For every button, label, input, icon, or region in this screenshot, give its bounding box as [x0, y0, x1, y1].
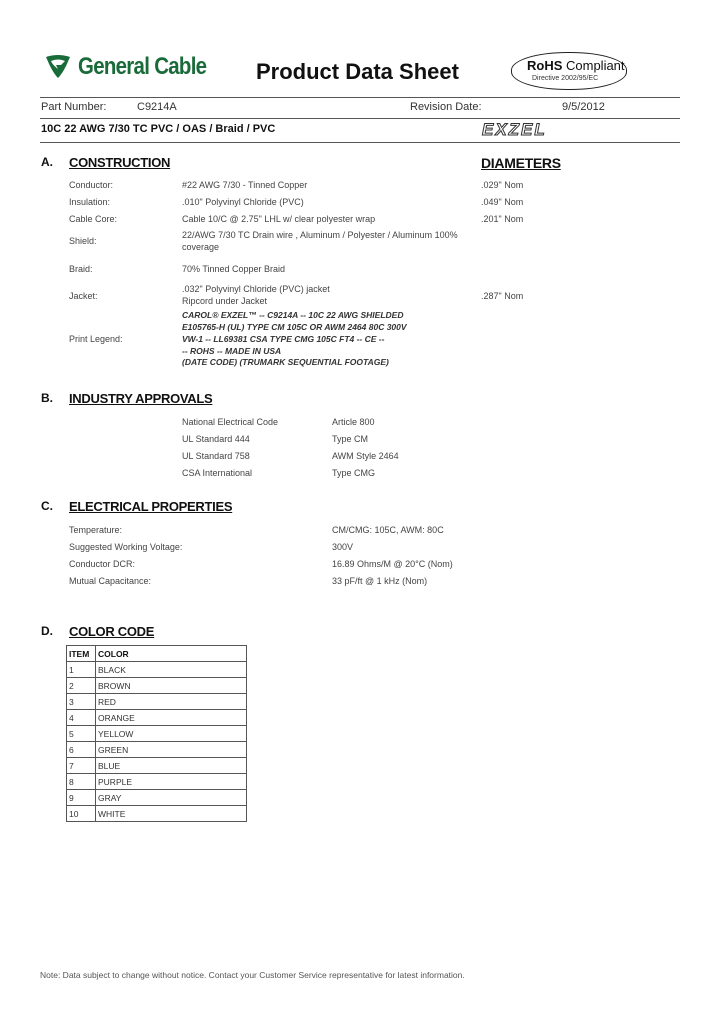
item-cell: 2 [67, 678, 96, 694]
dcr-label: Conductor DCR: [69, 559, 136, 569]
section-b-letter: B. [41, 391, 53, 405]
cable-core-value: Cable 10/C @ 2.75" LHL w/ clear polyester wrap [182, 214, 376, 224]
shield-value-line-2: coverage [182, 242, 220, 252]
rohs-badge [511, 52, 627, 90]
shield-label: Shield: [69, 236, 97, 246]
print-legend-line-2: E105765-H (UL) TYPE CM 105C OR AWM 2464 80C 300V [182, 322, 407, 332]
shield-value-line-1: 22/AWG 7/30 TC Drain wire , Aluminum / Polyester / Aluminum 100% [182, 230, 458, 240]
temperature-label: Temperature: [69, 525, 123, 535]
print-legend-line-3: VW-1 -- LL69381 CSA TYPE CMG 105C FT4 -- CE -- [182, 334, 385, 344]
color-cell: BLUE [96, 758, 247, 774]
color-cell: GREEN [96, 742, 247, 758]
revision-date-label: Revision Date: [410, 101, 482, 113]
capacitance-label: Mutual Capacitance: [69, 576, 152, 586]
approval-name-3: UL Standard 758 [182, 451, 250, 461]
print-legend-line-1: CAROL® EXZEL™ -- C9214A -- 10C 22 AWG SHIELDED [182, 310, 404, 320]
table-row [67, 678, 247, 694]
color-cell: WHITE [96, 806, 247, 822]
color-column-header: COLOR [96, 646, 247, 662]
diameters-heading: DIAMETERS [481, 155, 561, 171]
insulation-diameter: .049" Nom [481, 197, 524, 207]
item-cell: 5 [67, 726, 96, 742]
item-cell: 7 [67, 758, 96, 774]
table-row [67, 726, 247, 742]
cable-core-label: Cable Core: [69, 214, 118, 224]
color-code-table [66, 645, 247, 822]
rohs-directive: Directive 2002/95/EC [532, 75, 599, 82]
color-cell: GRAY [96, 790, 247, 806]
approval-name-4: CSA International [182, 468, 253, 478]
dcr-value: 16.89 Ohms/M @ 20°C (Nom) [332, 559, 453, 569]
general-cable-logo-icon [44, 54, 72, 80]
description-rule [40, 142, 680, 143]
table-row [67, 742, 247, 758]
page-title: Product Data Sheet [256, 59, 459, 84]
temperature-value: CM/CMG: 105C, AWM: 80C [332, 525, 444, 535]
insulation-label: Insulation: [69, 197, 111, 207]
header-rule [40, 97, 680, 98]
print-legend-label: Print Legend: [69, 334, 123, 344]
meta-rule [40, 118, 680, 119]
conductor-label: Conductor: [69, 180, 114, 190]
insulation-value: .010" Polyvinyl Chloride (PVC) [182, 197, 304, 207]
construction-heading: CONSTRUCTION [69, 155, 171, 170]
item-cell: 3 [67, 694, 96, 710]
table-row [67, 662, 247, 678]
print-legend-line-5: (DATE CODE) (TRUMARK SEQUENTIAL FOOTAGE) [182, 357, 389, 367]
table-row [67, 710, 247, 726]
braid-value: 70% Tinned Copper Braid [182, 264, 286, 274]
conductor-diameter: .029" Nom [481, 180, 524, 190]
section-a-letter: A. [41, 155, 53, 169]
table-row [67, 694, 247, 710]
color-cell: RED [96, 694, 247, 710]
table-row [67, 758, 247, 774]
conductor-value: #22 AWG 7/30 - Tinned Copper [182, 180, 308, 190]
part-number-label: Part Number: [41, 101, 107, 113]
color-code-header-row [67, 646, 247, 662]
approval-name-1: National Electrical Code [182, 417, 279, 427]
item-cell: 10 [67, 806, 96, 822]
approval-value-2: Type CM [332, 434, 369, 444]
color-code-heading: COLOR CODE [69, 624, 155, 639]
electrical-heading: ELECTRICAL PROPERTIES [69, 499, 233, 514]
footer-note: Note: Data subject to change without notice. Contact your Customer Service representative for latest information. [40, 970, 465, 980]
cable-core-diameter: .201" Nom [481, 214, 524, 224]
part-number-value: C9214A [137, 101, 177, 113]
item-cell: 8 [67, 774, 96, 790]
table-row [67, 774, 247, 790]
voltage-value: 300V [332, 542, 354, 552]
item-cell: 6 [67, 742, 96, 758]
company-name: General Cable [78, 53, 207, 80]
item-column-header: ITEM [67, 646, 96, 662]
table-row [67, 806, 247, 822]
color-cell: PURPLE [96, 774, 247, 790]
jacket-diameter: .287" Nom [481, 291, 524, 301]
item-cell: 1 [67, 662, 96, 678]
rohs-label: RoHS Compliant [527, 58, 625, 73]
approvals-heading: INDUSTRY APPROVALS [69, 391, 213, 406]
section-c-letter: C. [41, 499, 53, 513]
section-d-letter: D. [41, 624, 53, 638]
approval-value-4: Type CMG [332, 468, 376, 478]
item-cell: 4 [67, 710, 96, 726]
item-cell: 9 [67, 790, 96, 806]
approval-value-3: AWM Style 2464 [332, 451, 399, 461]
braid-label: Braid: [69, 264, 93, 274]
approval-value-1: Article 800 [332, 417, 375, 427]
exzel-brand-logo: EXZEL [482, 120, 547, 139]
color-cell: ORANGE [96, 710, 247, 726]
table-row [67, 790, 247, 806]
color-cell: BLACK [96, 662, 247, 678]
color-cell: BROWN [96, 678, 247, 694]
approval-name-2: UL Standard 444 [182, 434, 250, 444]
color-cell: YELLOW [96, 726, 247, 742]
capacitance-value: 33 pF/ft @ 1 kHz (Nom) [332, 576, 428, 586]
product-description: 10C 22 AWG 7/30 TC PVC / OAS / Braid / PVC [41, 123, 276, 135]
jacket-value-line-2: Ripcord under Jacket [182, 296, 268, 306]
jacket-label: Jacket: [69, 291, 98, 301]
revision-date-value: 9/5/2012 [562, 101, 605, 113]
voltage-label: Suggested Working Voltage: [69, 542, 183, 552]
jacket-value-line-1: .032" Polyvinyl Chloride (PVC) jacket [182, 284, 330, 294]
print-legend-line-4: -- ROHS -- MADE IN USA [182, 346, 282, 356]
